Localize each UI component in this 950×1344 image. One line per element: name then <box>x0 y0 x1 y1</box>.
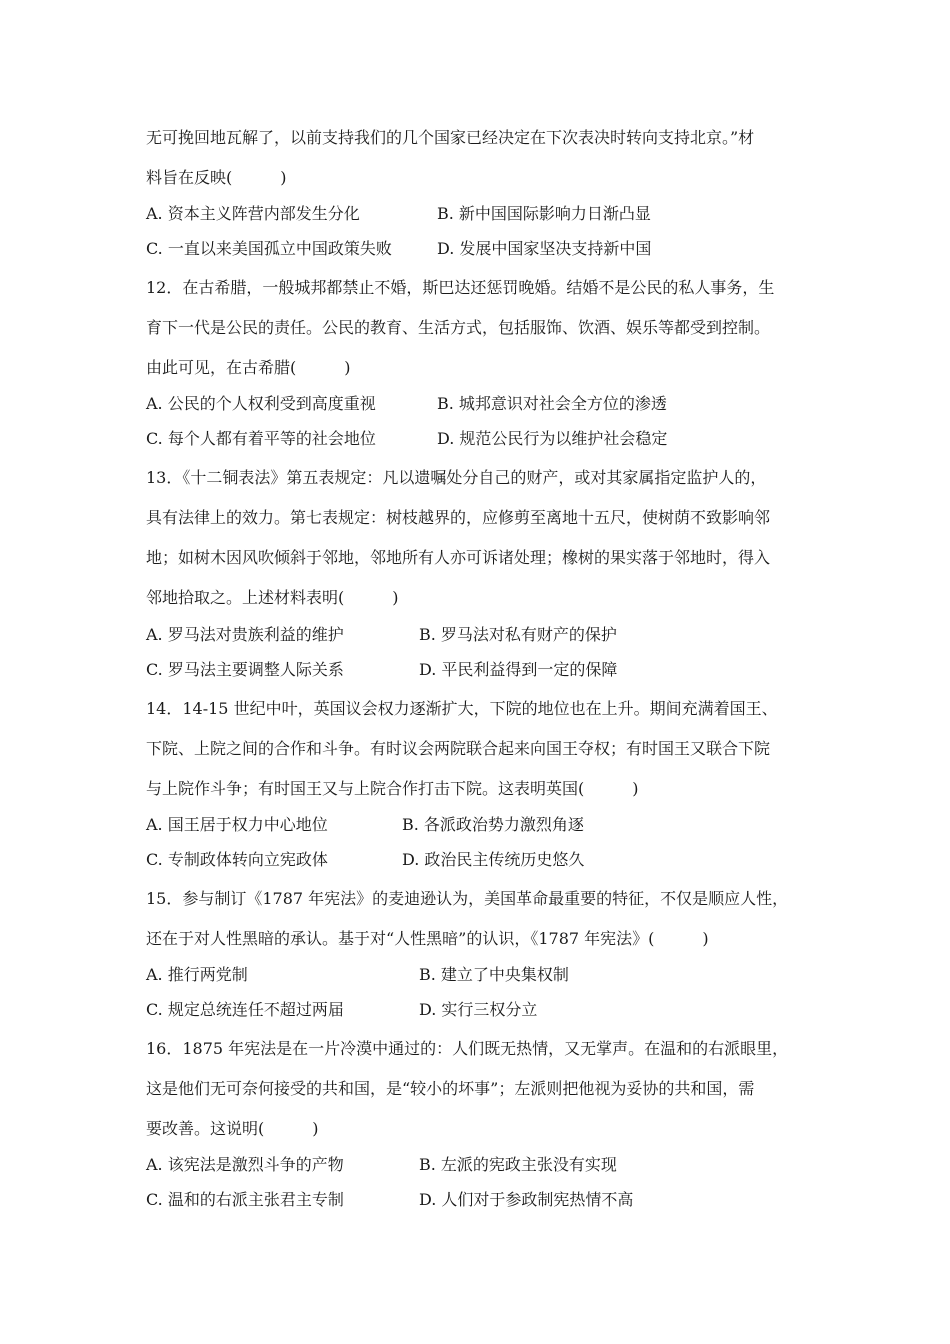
q16-stem-line-2: 这是他们无可奈何接受的共和国，是“较小的坏事”；左派则把他视为妥协的共和国，需 <box>146 1079 755 1098</box>
q14-stem-line-1: 14．14-15 世纪中叶，英国议会权力逐渐扩大，下院的地位也在上升。期间充满着国王、 <box>146 699 778 718</box>
q15-option-c[interactable]: C. 规定总统连任不超过两届 <box>146 1000 344 1019</box>
q13-option-a[interactable]: A. 罗马法对贵族利益的维护 <box>146 625 344 644</box>
q13-option-d[interactable]: D. 平民利益得到一定的保障 <box>419 660 618 679</box>
q14-option-c[interactable]: C. 专制政体转向立宪政体 <box>146 850 328 869</box>
q16-option-b[interactable]: B. 左派的宪政主张没有实现 <box>419 1155 617 1174</box>
q11-option-b[interactable]: B. 新中国国际影响力日渐凸显 <box>437 204 651 223</box>
q12-option-a[interactable]: A. 公民的个人权利受到高度重视 <box>146 394 376 413</box>
q15-option-b[interactable]: B. 建立了中央集权制 <box>419 965 569 984</box>
q11-stem-line-1: 无可挽回地瓦解了，以前支持我们的几个国家已经决定在下次表决时转向支持北京。”材 <box>146 128 755 147</box>
q14-option-a[interactable]: A. 国王居于权力中心地位 <box>146 815 328 834</box>
q13-stem-line-2: 具有法律上的效力。第七表规定：树枝越界的，应修剪至离地十五尺，使树荫不致影响邻 <box>146 508 771 527</box>
q11-option-a[interactable]: A. 资本主义阵营内部发生分化 <box>146 204 360 223</box>
q12-stem-line-3: 由此可见，在古希腊( ) <box>146 358 351 377</box>
q16-option-d[interactable]: D. 人们对于参政制宪热情不高 <box>419 1190 634 1209</box>
q14-stem-line-3: 与上院作斗争；有时国王又与上院合作打击下院。这表明英国( ) <box>146 779 639 798</box>
q15-option-a[interactable]: A. 推行两党制 <box>146 965 248 984</box>
q16-stem-line-1: 16．1875 年宪法是在一片冷漠中通过的：人们既无热情，又无掌声。在温和的右派眼里， <box>146 1039 789 1058</box>
q13-stem-line-3: 地；如树木因风吹倾斜于邻地，邻地所有人亦可诉诸处理；橡树的果实落于邻地时，得入 <box>146 548 771 567</box>
q12-option-b[interactable]: B. 城邦意识对社会全方位的渗透 <box>437 394 667 413</box>
q13-stem-line-1: 13．《十二铜表法》第五表规定：凡以遗嘱处分自己的财产，或对其家属指定监护人的， <box>146 468 767 487</box>
q15-stem-line-2: 还在于对人性黑暗的承认。基于对“人性黑暗”的认识，《1787 年宪法》( ) <box>146 929 709 948</box>
q16-option-c[interactable]: C. 温和的右派主张君主专制 <box>146 1190 344 1209</box>
q14-option-b[interactable]: B. 各派政治势力激烈角逐 <box>402 815 584 834</box>
q11-option-c[interactable]: C. 一直以来美国孤立中国政策失败 <box>146 239 392 258</box>
q15-stem-line-1: 15．参与制订《1787 年宪法》的麦迪逊认为，美国革命最重要的特征，不仅是顺应人性， <box>146 889 789 908</box>
q13-stem-line-4: 邻地拾取之。上述材料表明( ) <box>146 588 399 607</box>
q12-stem-line-1: 12．在古希腊，一般城邦都禁止不婚，斯巴达还惩罚晚婚。结婚不是公民的私人事务，生 <box>146 278 775 297</box>
q14-stem-line-2: 下院、上院之间的合作和斗争。有时议会两院联合起来向国王夺权；有时国王又联合下院 <box>146 739 771 758</box>
q14-option-d[interactable]: D. 政治民主传统历史悠久 <box>402 850 585 869</box>
q12-option-c[interactable]: C. 每个人都有着平等的社会地位 <box>146 429 376 448</box>
q15-option-d[interactable]: D. 实行三权分立 <box>419 1000 538 1019</box>
q11-option-d[interactable]: D. 发展中国家坚决支持新中国 <box>437 239 652 258</box>
q16-option-a[interactable]: A. 该宪法是激烈斗争的产物 <box>146 1155 344 1174</box>
q11-stem-line-2: 料旨在反映( ) <box>146 168 287 187</box>
q13-option-c[interactable]: C. 罗马法主要调整人际关系 <box>146 660 344 679</box>
q16-stem-line-3: 要改善。这说明( ) <box>146 1119 319 1138</box>
q12-stem-line-2: 育下一代是公民的责任。公民的教育、生活方式，包括服饰、饮酒、娱乐等都受到控制。 <box>146 318 771 337</box>
q13-option-b[interactable]: B. 罗马法对私有财产的保护 <box>419 625 617 644</box>
q12-option-d[interactable]: D. 规范公民行为以维护社会稳定 <box>437 429 668 448</box>
